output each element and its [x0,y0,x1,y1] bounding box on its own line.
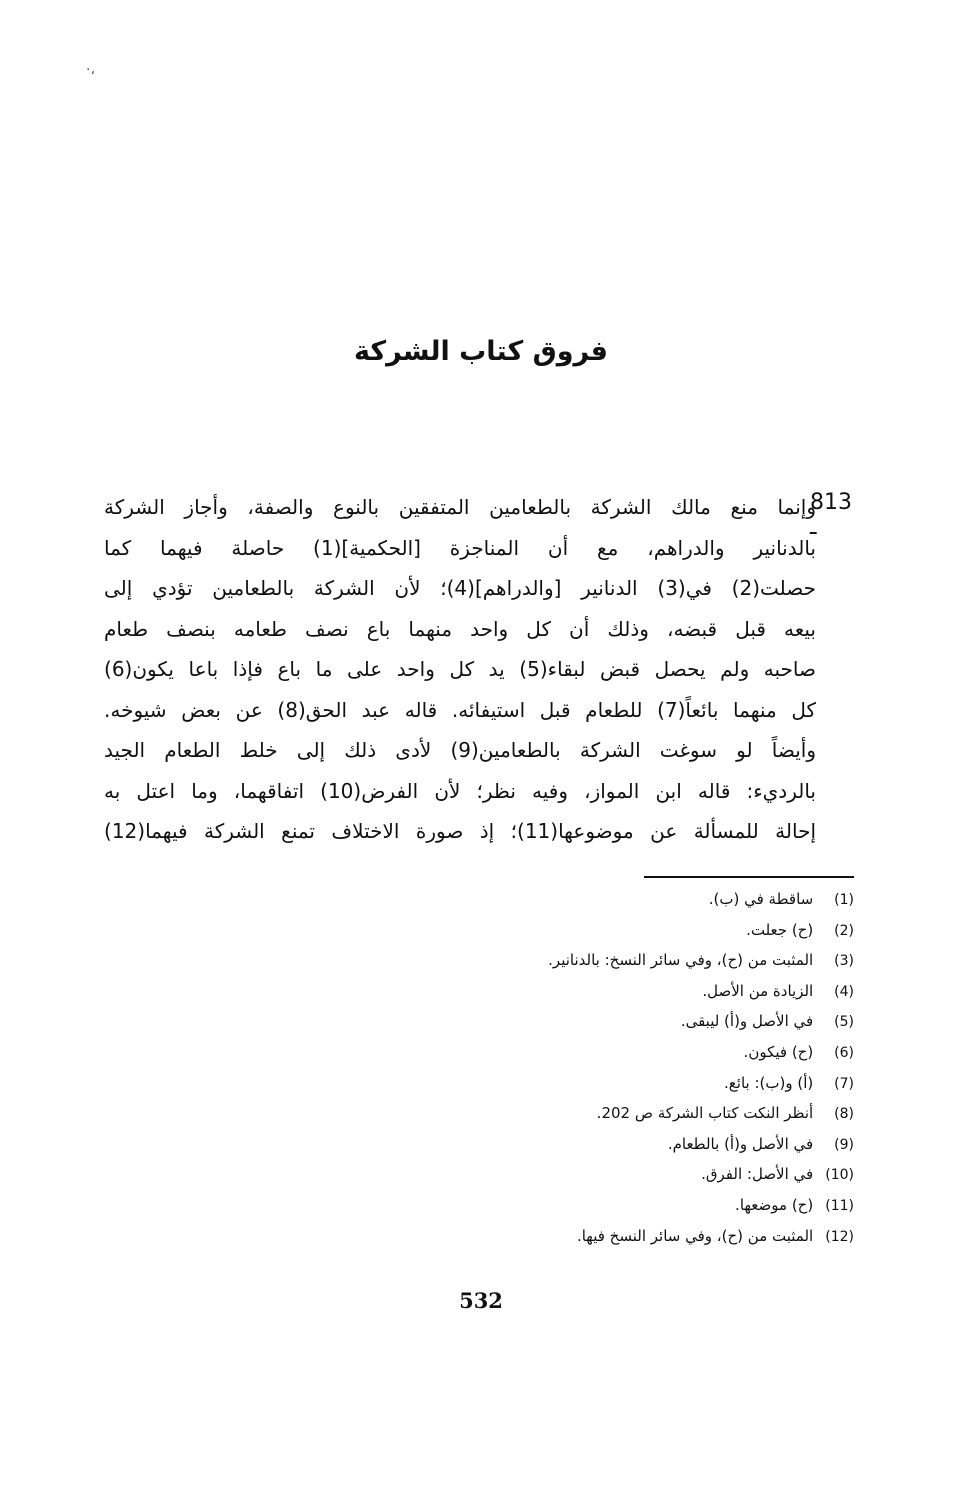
footnote-item [294,1159,854,1190]
paragraph-line: وأيضاً لو سوغت الشركة بالطعامين(9) لأدى ذلك إلى خلط الطعام الجيد [104,738,816,762]
paragraph-line: صاحبه ولم يحصل قبض لبقاء(5) يد كل واحد على ما باع فإذا باعا يكون(6) [104,657,816,681]
footnote-item [294,1006,854,1037]
footnote-number: (12) [825,1228,854,1245]
footnote-text: المثبت من (ح)، وفي سائر النسخ: بالدنانير. [548,951,814,970]
footnote-item [294,1037,854,1068]
paragraph-line: كل منهما بائعاً(7) للطعام قبل استيفائه. قاله عبد الحق(8) عن بعض شيوخه. [104,697,816,722]
footnote-text: (ح) جعلت. [746,920,814,939]
paragraph-line: وإنما منع مالك الشركة بالطعامين المتفقين بالنوع والصفة، وأجاز الشركة [104,495,816,519]
footnote-text: ساقطة في (ب). [708,890,814,908]
paragraph-line: بيعه قبل قبضه، وذلك أن كل واحد منهما باع نصف طعامه بنصف طعام [104,616,816,641]
footnote-text: أنظر النكت كتاب الشركة ص 202. [596,1104,814,1123]
paragraph-line: بالرديء: قاله ابن المواز، وفيه نظر؛ لأن الفرض(10) اتفاقهما، وما اعتل به [104,778,816,803]
corner-mark: ·، [86,62,95,78]
footnote-number: (2) [834,922,854,939]
footnote-number: (9) [834,1136,854,1153]
paragraph-line: حصلت(2) في(3) الدنانير [والدراهم](4)؛ لأن الشركة بالطعامين تؤدي إلى [104,576,816,600]
footnote-number: (1) [834,892,854,908]
page-number: 532 [459,1288,503,1313]
footnote-text: المثبت من (ح)، وفي سائر النسخ فيها. [576,1226,814,1245]
footnote-number: (11) [825,1197,854,1214]
footnote-item [294,976,854,1007]
paragraph-line: بالدنانير والدراهم، مع أن المناجزة [الحكمية](1) حاصلة فيهما كما [104,535,816,560]
footnote-item [294,1129,854,1160]
footnote-text: في الأصل و(أ) ليبقى. [680,1012,814,1031]
footnote-item [294,884,854,915]
footnote-text: (أ) و(ب): بائع. [724,1073,814,1092]
footnote-item [294,915,854,946]
footnote-number: (8) [834,1106,854,1123]
footnote-item [294,945,854,976]
footnotes-list [294,884,854,1251]
footnote-number: (3) [834,953,854,970]
footnote-number: (4) [834,983,854,1000]
main-paragraph [104,490,816,855]
footnote-text: (ح) موضعها. [735,1195,814,1214]
footnote-item [294,1221,854,1252]
paragraph-number: 813 ـ [810,490,852,540]
footnote-number: (7) [834,1075,854,1092]
footnote-number: (5) [834,1014,854,1031]
chapter-title: فروق كتاب الشركة [354,336,608,367]
footnote-item [294,1098,854,1129]
footnote-number: (10) [825,1167,854,1184]
footnote-item [294,1190,854,1221]
paragraph-line: إحالة للمسألة عن موضوعها(11)؛ إذ صورة الاختلاف تمنع الشركة فيهما(12) [104,819,816,843]
footnote-item [294,1068,854,1099]
footnote-text: (ح) فيكون. [743,1042,814,1061]
footnote-text: في الأصل: الفرق. [701,1165,814,1184]
footnote-number: (6) [834,1044,854,1061]
footnote-text: الزيادة من الأصل. [702,981,814,1000]
footnote-divider [644,876,854,878]
footnote-text: في الأصل و(أ) بالطعام. [667,1134,814,1153]
